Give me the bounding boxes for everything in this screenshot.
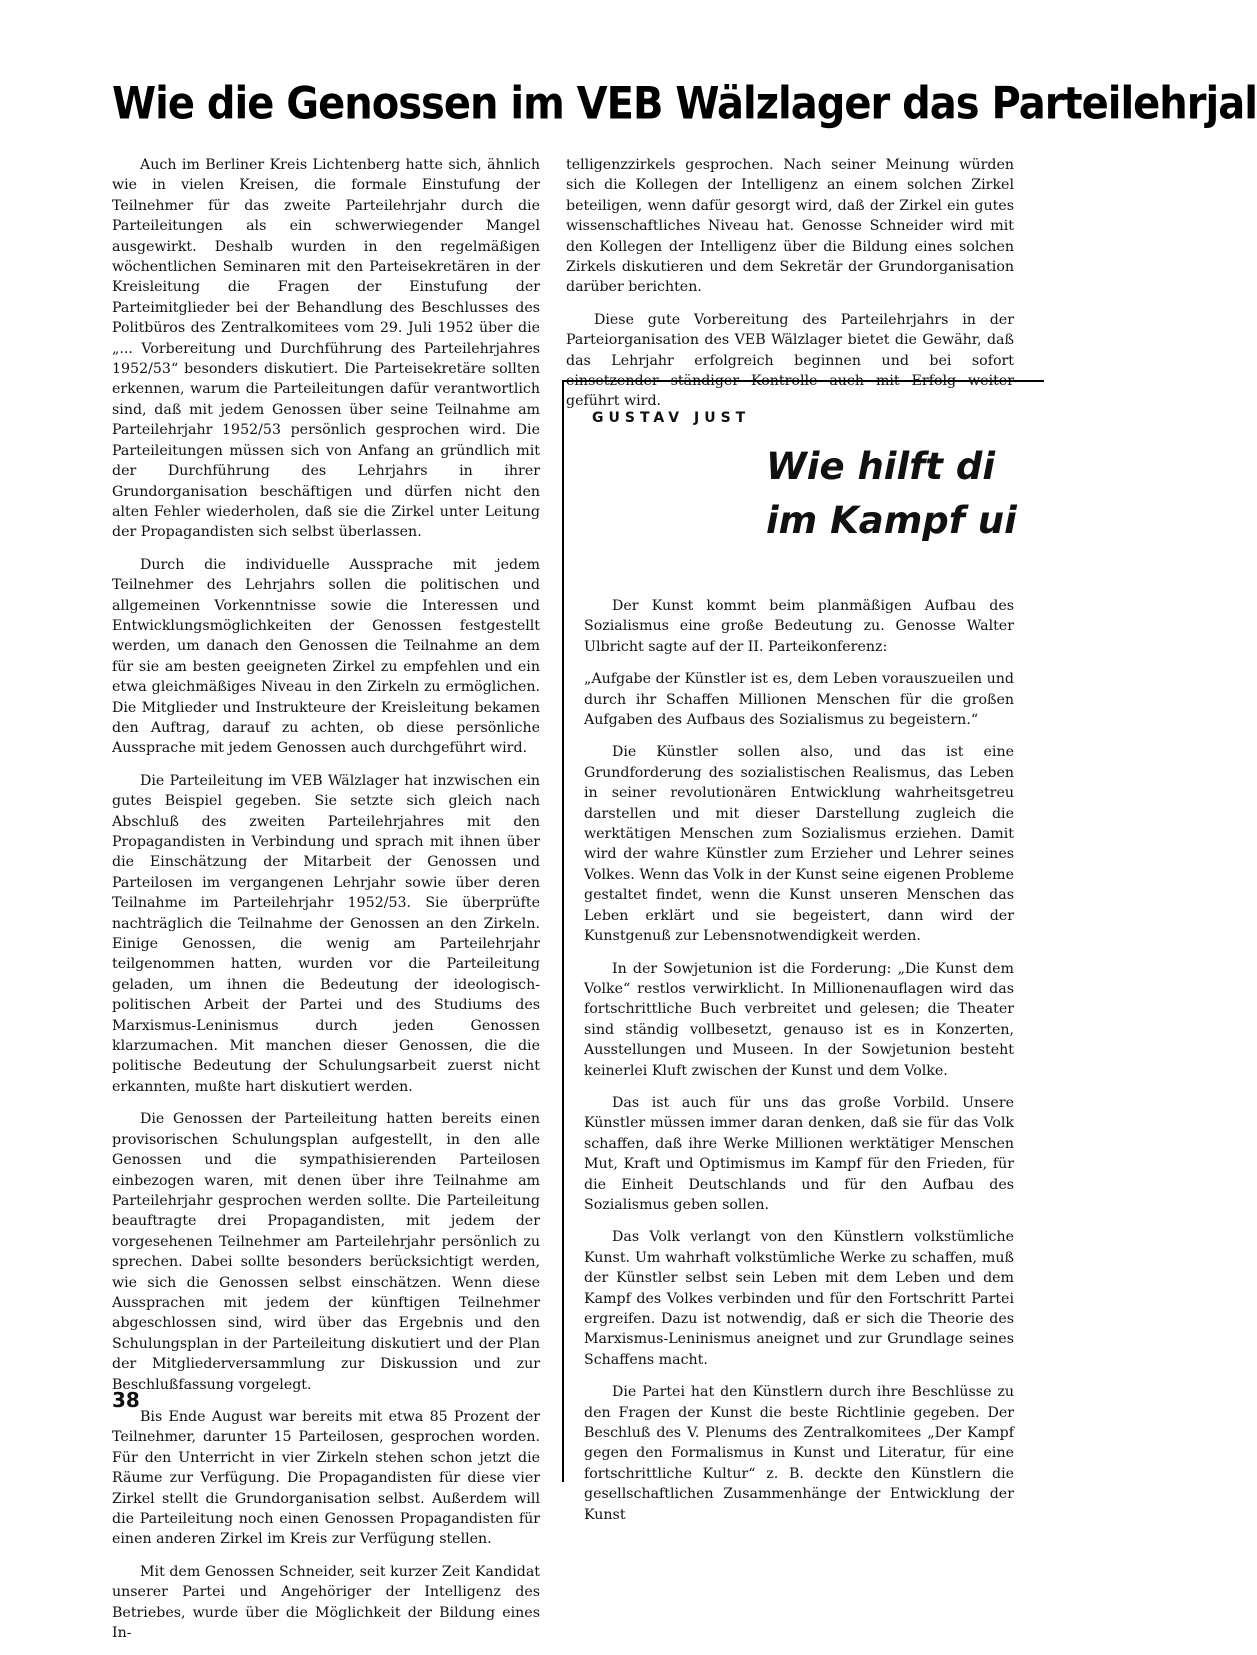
paragraph: Der Kunst kommt beim planmäßigen Aufbau des Sozialismus eine große Bedeutung zu. Genosse Walter Ulbricht sagte auf der II. Parteikonferenz: [584,598,1014,655]
paragraph: Die Parteileitung im VEB Wälzlager hat inzwischen ein gutes Beispiel gegeben. Sie setzte sich gleich nach Abschluß des zweiten Parteilehrjahres mit den Propagandisten in Verbindung und sprach mit ihnen über die Einschätzung der Mitarbeit der Genossen und Parteilosen im vergangenen Lehrjahr sowie über deren Teilnahme im Parteilehrjahr 1952/53. Sie überprüfte nachträglich die Teilnahme der Genossen an den Zirkeln. Einige Genossen, die wenig am Parteilehrjahr teilgenommen hatten, wurden vor die Parteileitung geladen, um ihnen die Bedeutung der ideologisch-politischen Arbeit der Partei und des Studiums des Marxismus-Leninismus durch jeden Genossen klarzumachen. Mit manchen dieser Genossen, die die politische Bedeutung der Schulungsarbeit zuerst nicht erkannten, mußte hart diskutiert werden. [112,772,540,1095]
paragraph: Durch die individuelle Aussprache mit jedem Teilnehmer des Lehrjahrs sollen die politischen und allgemeinen Vorkenntnisse sowie die Interessen und Entwicklungsmöglichkeiten der Genossen festgestellt werden, um danach den Genossen die Teilnahme an dem für sie am besten geeigneten Zirkel zu empfehlen und ein etwa gleichmäßiges Niveau in den Zirkeln zu ermöglichen. Die Mitglieder und Instrukteure der Kreisleitung bekamen den Auftrag, darauf zu achten, ob diese persönliche Aussprache mit jedem Genossen auch durchgeführt wird. [112,556,540,757]
paragraph: Die Genossen der Parteileitung hatten bereits einen provisorischen Schulungsplan aufgestellt, in den alle Genossen und die sympathisierenden Parteilosen einbezogen waren, mit denen über ihre Teilnahme am Parteilehrjahr gesprochen werden sollte. Die Parteileitung beauftragte drei Propagandisten, mit jedem der vorgesehenen Teilnehmer am Parteilehrjahr persönlich zu sprechen. Dabei sollte besonders berücksichtigt werden, wie sich die Genossen selbst einschätzen. Wenn diese Aussprachen mit jedem der künftigen Teilnehmer abgeschlossen sind, wird über das Ergebnis und den Schulungsplan in der Parteileitung diskutiert und der Plan der Mitgliederversammlung zur Diskussion und zur Beschlußfassung vorgelegt. [112,1111,540,1393]
left-column [112,155,540,1655]
article-title [766,440,1024,548]
paragraph: Auch im Berliner Kreis Lichtenberg hatte sich, ähnlich wie in vielen Kreisen, die formale Einstufung der Teilnehmer für das zweite Parteilehrjahr durch die Parteileitungen als ein schwerwiegender Mangel ausgewirkt. Deshalb wurden in den regelmäßigen wöchentlichen Seminaren mit den Parteisekretären in der Kreisleitung die Fragen der Einstufung der Parteimitglieder bei der Behandlung des Beschlusses des Politbüros des Zentralkomitees vom 29. Juli 1952 über die „... Vorbereitung und Durchführung des Parteilehrjahres 1952/53“ besonders diskutiert. Die Parteisekretäre sollten erkennen, warum die Parteileitungen dafür verantwortlich sind, daß mit jedem Genossen über seine Teilnahme am Parteilehrjahr 1952/53 persönlich gesprochen wird. Die Parteileitungen müssen sich von Anfang an gründlich mit der Durchführung des Lehrjahrs in ihrer Grundorganisation beschäftigen und dürfen nicht den alten Fehler wiederholen, daß sie die Zirkel unter Leitung der Propagandisten sich selbst überlassen. [112,157,540,541]
article-title-line-1: Wie hilft di [766,445,996,488]
page-number: 38 [112,1388,140,1412]
article-title-line-2: im Kampf ui [766,499,1017,542]
article-body [584,596,1014,1537]
paragraph: Diese gute Vorbereitung des Parteilehrjahrs in der Parteiorganisation des VEB Wälzlager bietet die Gewähr, daß das Lehrjahr erfolgreich beginnen und bei sofort einsetzender ständiger Kontrolle auch mit Erfolg weiter geführt wird. [566,311,1014,410]
paragraph: Die Künstler sollen also, und das ist eine Grundforderung des sozialistischen Realismus, das Leben in seiner revolutionären Entwicklung wahrheitsgetreu darstellen und mit dieser Darstellung zugleich die werktätigen Menschen zum Sozialismus erziehen. Damit wird der wahre Künstler zum Erzieher und Lehrer seines Volkes. Wenn das Volk in der Kunst seine eigenen Probleme gestaltet findet, wenn die Kunst unseren Menschen das Leben erklärt und sie begeistert, dann wird der Kunstgenuß zur Lebensnotwendigkeit werden. [584,744,1014,945]
paragraph: In der Sowjetunion ist die Forderung: „Die Kunst dem Volke“ restlos verwirklicht. In Millionenauflagen wird das fortschrittliche Buch verbreitet und gelesen; die Theater sind ständig vollbesetzt, genauso ist es in Konzerten, Ausstellungen und Museen. In der Sowjetunion besteht keinerlei Kluft zwischen der Kunst und dem Volke. [584,960,1014,1079]
paragraph: Mit dem Genossen Schneider, seit kurzer Zeit Kandidat unserer Partei und Angehöriger der Intelligenz des Betriebes, wurde über die Möglichkeit der Bildung eines In- [112,1563,540,1642]
paragraph: telligenzzirkels gesprochen. Nach seiner Meinung würden sich die Kollegen der Intelligenz an einem solchen Zirkel beteiligen, wenn dafür gesorgt wird, daß der Zirkel ein gutes wissenschaftliches Niveau hat. Genosse Schneider wird mit den Kollegen der Intelligenz über die Bildung eines solchen Zirkels diskutieren und dem Sekretär der Grundorganisation darüber berichten. [566,157,1014,296]
headline: Wie die Genossen im VEB Wälzlager das Parteilehrjal [112,78,1257,130]
article-author: GUSTAV JUST [592,410,751,426]
quote-paragraph: „Aufgabe der Künstler ist es, dem Leben vorauszueilen und durch ihr Schaffen Millionen Menschen für die großen Aufgaben des Aufbaus des Sozialismus zu begeistern.“ [584,671,1014,729]
paragraph: Das Volk verlangt von den Künstlern volkstümliche Kunst. Um wahrhaft volkstümliche Werke zu schaffen, muß der Künstler selbst sein Leben mit dem Leben und dem Kampf des Volkes verbinden und für den Fortschritt Partei ergreifen. Dazu ist notwendig, daß er sich die Theorie des Marxismus-Leninismus aneignet und zur Grundlage seines Schaffens macht. [584,1229,1014,1368]
paragraph: Bis Ende August war bereits mit etwa 85 Prozent der Teilnehmer, darunter 15 Parteilosen, gesprochen worden. Für den Unterricht in vier Zirkeln stehen schon jetzt die Räume zur Verfügung. Die Propagandisten für diese vier Zirkel stellt die Grundorganisation selbst. Außerdem will die Parteileitung noch einen Genossen Propagandisten für einen anderen Zirkel im Kreis zur Verfügung stellen. [112,1408,540,1548]
paragraph: Das ist auch für uns das große Vorbild. Unsere Künstler müssen immer daran denken, daß sie für das Volk schaffen, daß ihre Werke Millionen werktätiger Menschen Mut, Kraft und Optimismus im Kampf für den Frieden, für die Einheit Deutschlands und für den Aufbau des Sozialismus geben sollen. [584,1094,1014,1213]
paragraph: Die Partei hat den Künstlern durch ihre Beschlüsse zu den Fragen der Kunst die beste Richtlinie gegeben. Der Beschluß des V. Plenums des Zentralkomitees „Der Kampf gegen den Formalismus in Kunst und Literatur, für eine fortschrittliche Kultur“ z. B. deckte den Künstlern die gesellschaftlichen Zusammenhänge der Entwicklung der Kunst [584,1384,1014,1523]
